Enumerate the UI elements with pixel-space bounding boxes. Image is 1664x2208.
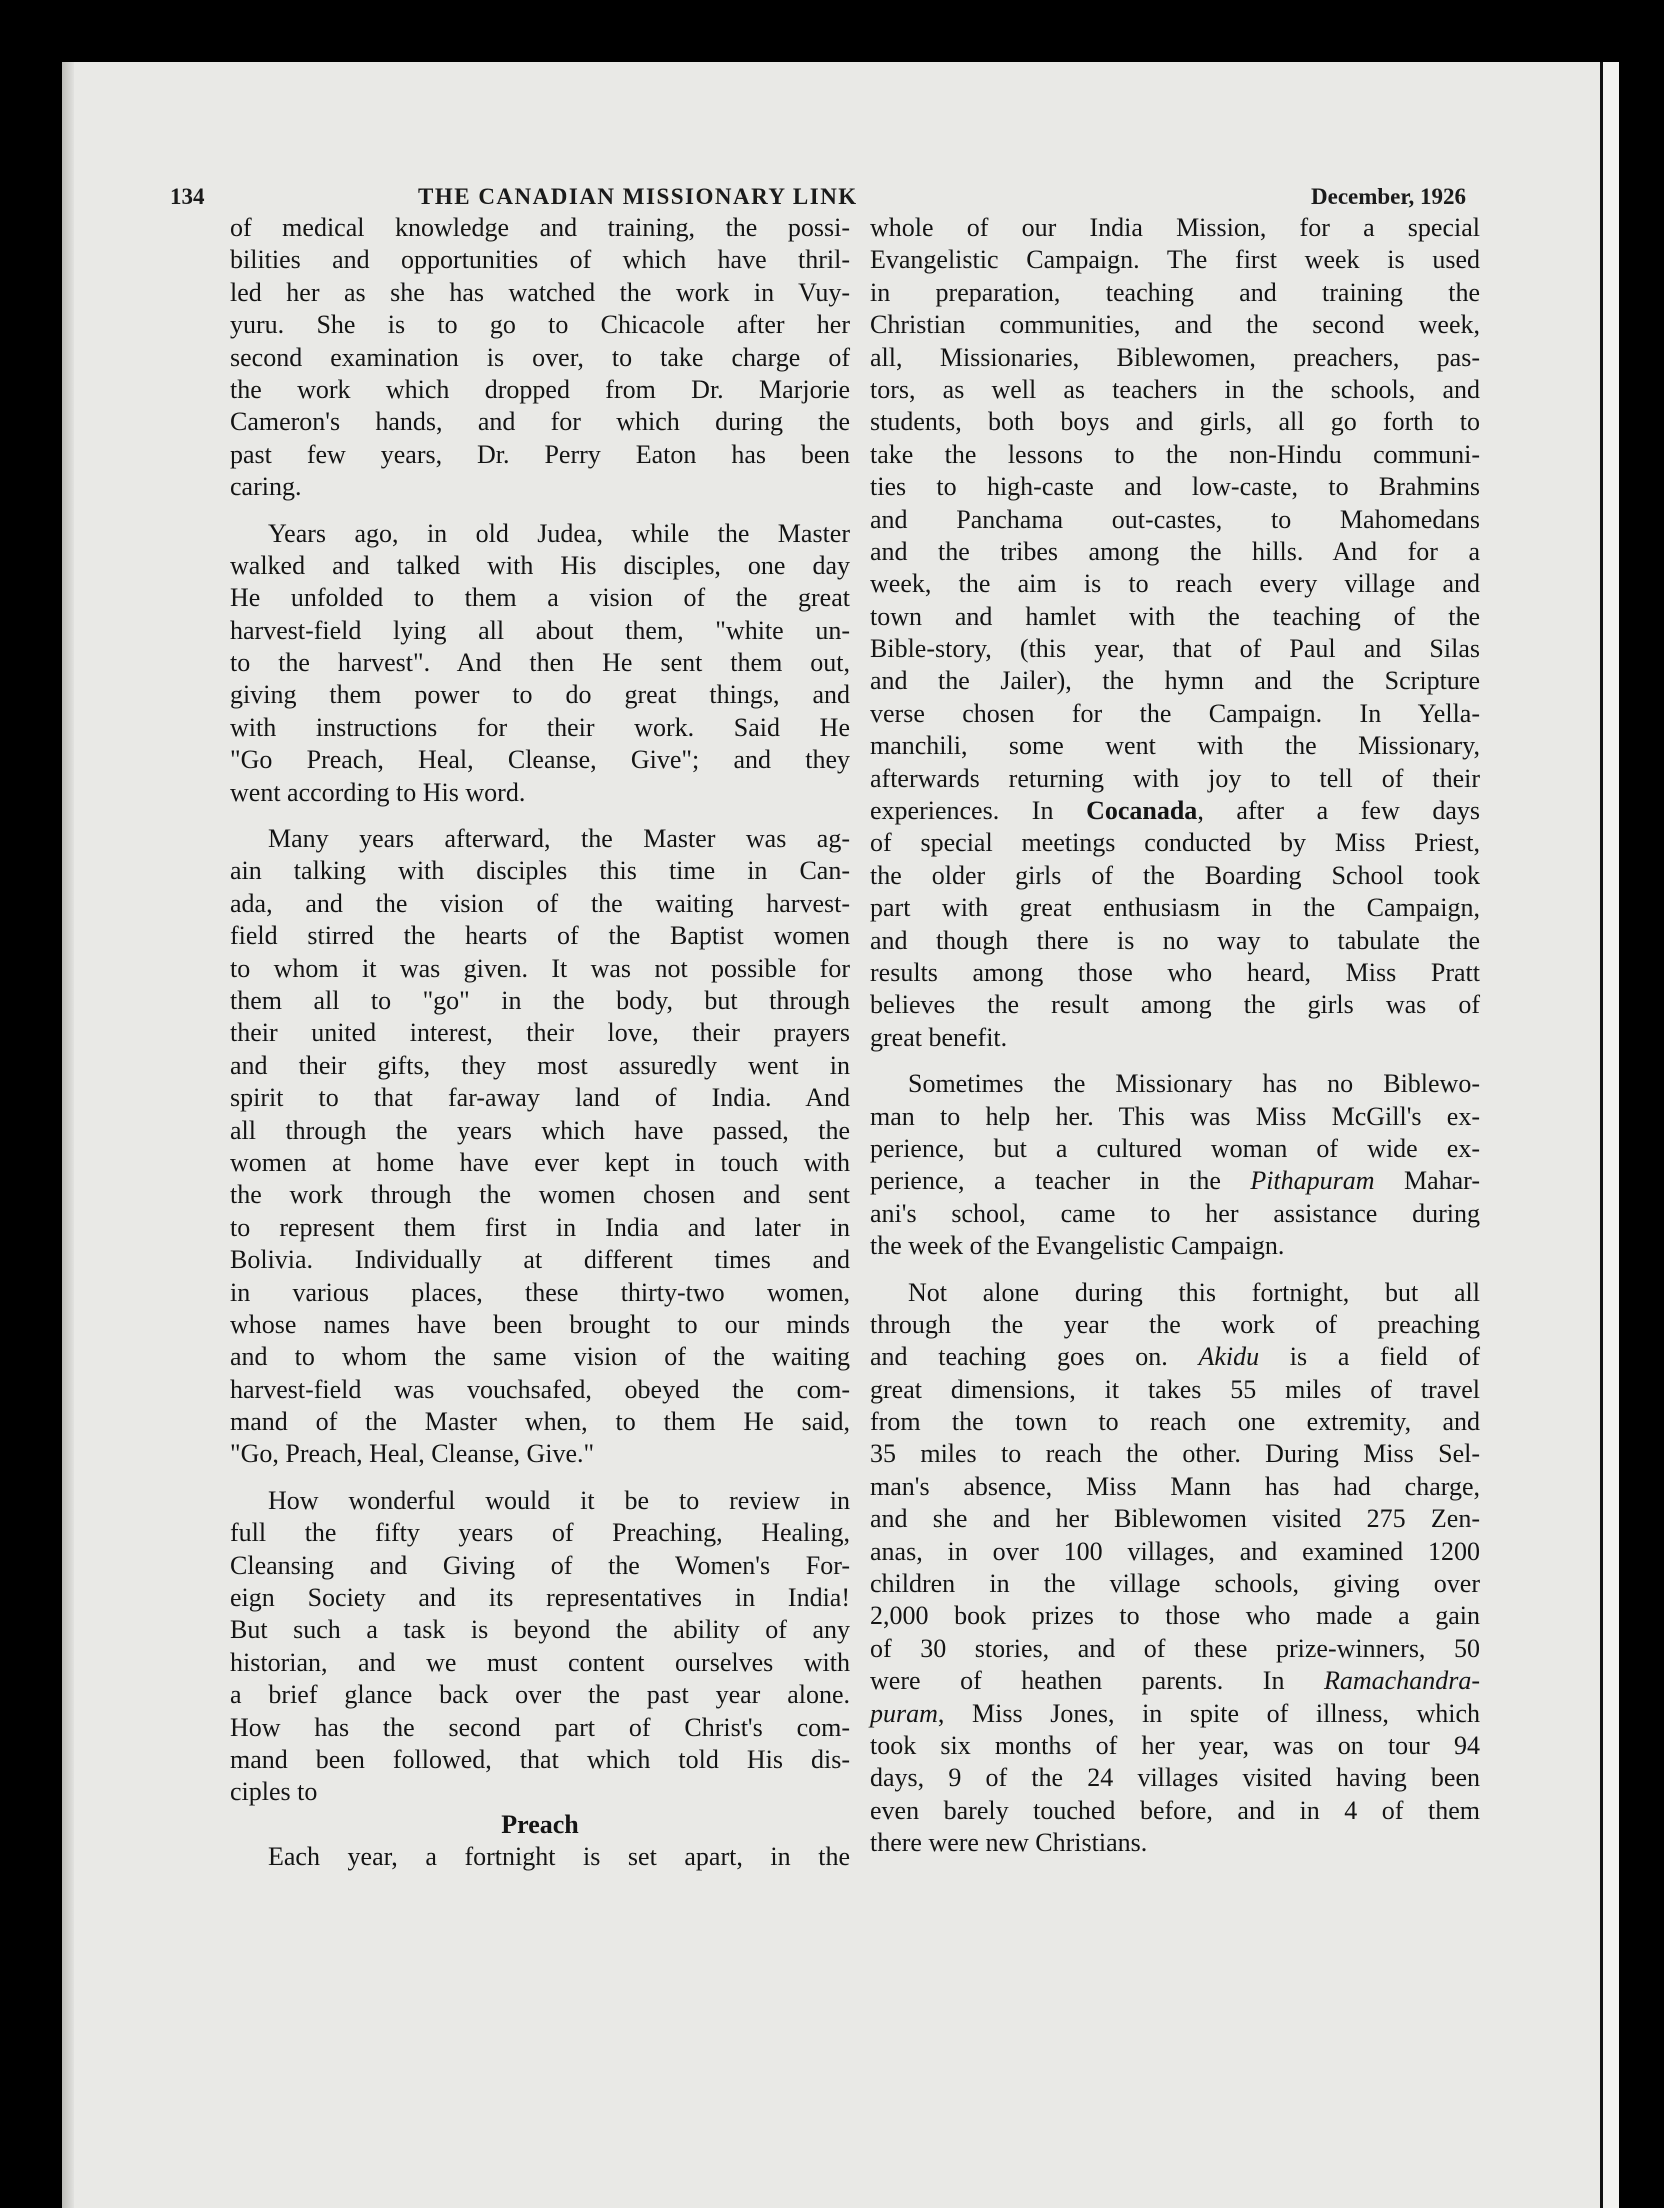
- text-line: man's absence, Miss Mann has had charge,: [870, 1471, 1480, 1501]
- text-line: all through the years which have passed, the: [230, 1115, 850, 1145]
- text-line: spirit to that far-away land of India. And: [230, 1083, 850, 1113]
- text-line: ain talking with disciples this time in Can-: [230, 856, 850, 886]
- text-line: and though there is no way to tabulate the: [870, 925, 1480, 955]
- text-line: days, 9 of the 24 villages visited having been: [870, 1763, 1480, 1793]
- text-line: harvest-field was vouchsafed, obeyed the com-: [230, 1374, 850, 1404]
- text-line: the older girls of the Boarding School took: [870, 860, 1480, 890]
- text-line: all, Missionaries, Biblewomen, preachers, pas-: [870, 342, 1480, 372]
- running-header: [170, 180, 1466, 216]
- text-line: and Panchama out-castes, to Mahomedans: [870, 504, 1480, 534]
- text-line: verse chosen for the Campaign. In Yella-: [870, 698, 1480, 728]
- text-line: believes the result among the girls was of: [870, 990, 1480, 1020]
- text-line: Bible-story, (this year, that of Paul and Silas: [870, 634, 1480, 664]
- text-line: from the town to reach one extremity, and: [870, 1407, 1480, 1437]
- text-line: to whom it was given. It was not possible for: [230, 953, 850, 983]
- text-line: ada, and the vision of the waiting harvest-: [230, 888, 850, 918]
- text-line: to represent them first in India and later in: [230, 1212, 850, 1242]
- text-line: children in the village schools, giving over: [870, 1569, 1480, 1599]
- text-line: students, both boys and girls, all go forth to: [870, 407, 1480, 437]
- text-line: the work through the women chosen and sent: [230, 1180, 850, 1210]
- text-line: How wonderful would it be to review in: [268, 1485, 850, 1515]
- text-line: with instructions for their work. Said He: [230, 712, 850, 742]
- place-name-akidu: Akidu: [1198, 1342, 1260, 1372]
- text-line: whose names have been brought to our minds: [230, 1309, 850, 1339]
- text-line: a brief glance back over the past year alone.: [230, 1680, 850, 1710]
- text-line: bilities and opportunities of which have thril-: [230, 245, 850, 275]
- text-line: week, the aim is to reach every village and: [870, 569, 1480, 599]
- text-line: Not alone during this fortnight, but all: [908, 1277, 1480, 1307]
- text-line: led her as she has watched the work in Vuy-: [230, 277, 850, 307]
- text-line: "Go, Preach, Heal, Cleanse, Give.": [230, 1439, 595, 1469]
- text-line: great dimensions, it takes 55 miles of travel: [870, 1374, 1480, 1404]
- text-line: town and hamlet with the teaching of the: [870, 601, 1480, 631]
- text-line: and to whom the same vision of the waiting: [230, 1342, 850, 1372]
- text-line: women at home have ever kept in touch with: [230, 1147, 850, 1177]
- text-line: puram, Miss Jones, in spite of illness, which: [870, 1698, 1480, 1728]
- text-line: field stirred the hearts of the Baptist women: [230, 921, 850, 951]
- text-line: ciples to: [230, 1777, 318, 1807]
- text-line: 35 miles to reach the other. During Miss Sel-: [870, 1439, 1480, 1469]
- text-line: whole of our India Mission, for a special: [870, 213, 1480, 242]
- place-name-ramachandrapuram-2: puram: [870, 1698, 938, 1728]
- text-line: great benefit.: [870, 1022, 1008, 1052]
- text-line: harvest-field lying all about them, "white un-: [230, 615, 850, 645]
- text-line: mand of the Master when, to them He said,: [230, 1407, 850, 1437]
- text-line: and their gifts, they most assuredly went in: [230, 1050, 850, 1080]
- text-line: and the tribes among the hills. And for a: [870, 536, 1480, 566]
- place-name-pithapuram: Pithapuram: [1250, 1166, 1375, 1196]
- place-name-ramachandrapuram-1: Ramachandra-: [1324, 1666, 1480, 1696]
- text-line: afterwards returning with joy to tell of their: [870, 763, 1480, 793]
- text-line: 2,000 book prizes to those who made a gain: [870, 1601, 1480, 1631]
- text-line: through the year the work of preaching: [870, 1309, 1480, 1339]
- text-line: and she and her Biblewomen visited 275 Zen-: [870, 1504, 1480, 1534]
- text-line: and teaching goes on. Akidu is a field of: [870, 1342, 1481, 1372]
- text-line: in preparation, teaching and training the: [870, 277, 1480, 307]
- text-line: even barely touched before, and in 4 of them: [870, 1795, 1480, 1825]
- text-line: take the lessons to the non-Hindu communi-: [870, 439, 1480, 469]
- text-line: perience, but a cultured woman of wide ex-: [870, 1133, 1480, 1163]
- text-line: part with great enthusiasm in the Campaign,: [870, 893, 1480, 923]
- text-line: How has the second part of Christ's com-: [230, 1712, 850, 1742]
- text-line: of special meetings conducted by Miss Priest,: [870, 828, 1480, 858]
- text-line: He unfolded to them a vision of the great: [230, 583, 850, 613]
- text-line: went according to His word.: [230, 777, 526, 807]
- text-line: of 30 stories, and of these prize-winners, 50: [870, 1633, 1480, 1663]
- text-line: ties to high-caste and low-caste, to Brahmins: [870, 472, 1480, 502]
- text-line: "Go Preach, Heal, Cleanse, Give"; and they: [230, 745, 850, 775]
- text-line: eign Society and its representatives in India!: [230, 1583, 850, 1613]
- text-line: Cleansing and Giving of the Women's For-: [230, 1550, 850, 1580]
- text-line: mand been followed, that which told His dis-: [230, 1744, 850, 1774]
- place-name-cocanada: Cocanada: [1086, 796, 1198, 826]
- text-line: giving them power to do great things, and: [230, 680, 850, 710]
- text-line: Christian communities, and the second week,: [870, 310, 1480, 340]
- text-line: the work which dropped from Dr. Marjorie: [230, 374, 850, 404]
- text-line: tors, as well as teachers in the schools, and: [870, 374, 1480, 404]
- text-line: and the Jailer), the hymn and the Scripture: [870, 666, 1480, 696]
- text-line: anas, in over 100 villages, and examined 1200: [870, 1536, 1480, 1566]
- journal-title: THE CANADIAN MISSIONARY LINK: [418, 184, 858, 209]
- text-line: manchili, some went with the Missionary,: [870, 731, 1480, 761]
- text-line: historian, and we must content ourselves with: [230, 1647, 850, 1677]
- next-page-edge: [1600, 62, 1619, 2208]
- text-line: Each year, a fortnight is set apart, in the: [268, 1842, 850, 1872]
- text-line: full the fifty years of Preaching, Healing,: [230, 1518, 850, 1548]
- text-line: Years ago, in old Judea, while the Master: [268, 518, 850, 548]
- text-line: perience, a teacher in the Pithapuram Mahar-: [870, 1166, 1480, 1196]
- text-line: there were new Christians.: [870, 1828, 1148, 1858]
- issue-date: December, 1926: [1311, 184, 1466, 209]
- text-line: were of heathen parents. In Ramachandra-: [870, 1666, 1480, 1696]
- text-line: Sometimes the Missionary has no Biblewo-: [908, 1069, 1480, 1099]
- text-line: Many years afterward, the Master was ag-: [268, 824, 850, 854]
- text-line: to the harvest". And then He sent them out,: [230, 648, 850, 678]
- text-line: walked and talked with His disciples, one day: [230, 550, 850, 580]
- text-line: Bolivia. Individually at different times and: [230, 1245, 850, 1275]
- text-line: them all to "go" in the body, but through: [230, 985, 850, 1015]
- text-line: took six months of her year, was on tour 94: [870, 1730, 1480, 1760]
- text-line: caring.: [230, 472, 302, 502]
- text-line: in various places, these thirty-two women,: [230, 1277, 850, 1307]
- text-line: yuru. She is to go to Chicacole after her: [230, 310, 850, 340]
- text-line: of medical knowledge and training, the possi-: [230, 213, 850, 242]
- section-heading: Preach: [501, 1809, 579, 1839]
- right-column: [870, 212, 1480, 1860]
- text-line: Cameron's hands, and for which during the: [230, 407, 850, 437]
- text-line: results among those who heard, Miss Pratt: [870, 957, 1480, 987]
- text-line: past few years, Dr. Perry Eaton has been: [230, 439, 850, 469]
- left-column: [230, 212, 850, 1874]
- text-line: ani's school, came to her assistance during: [870, 1198, 1480, 1228]
- text-line: man to help her. This was Miss McGill's ex-: [870, 1101, 1480, 1131]
- text-line: experiences. In Cocanada, after a few days: [870, 796, 1481, 826]
- text-line: second examination is over, to take charge of: [230, 342, 850, 372]
- text-line: the week of the Evangelistic Campaign.: [870, 1231, 1285, 1261]
- text-line: Evangelistic Campaign. The first week is used: [870, 245, 1480, 275]
- page-number: 134: [170, 184, 205, 209]
- text-line: their united interest, their love, their prayers: [230, 1018, 850, 1048]
- text-line: But such a task is beyond the ability of any: [230, 1615, 850, 1645]
- page-binding-shadow: [62, 62, 74, 2208]
